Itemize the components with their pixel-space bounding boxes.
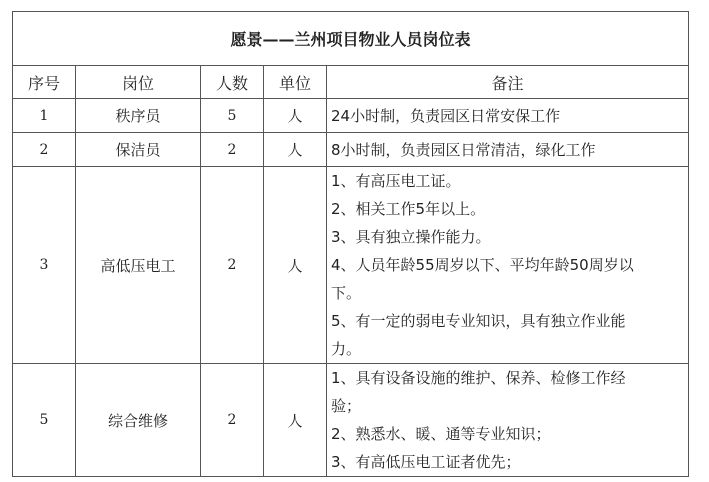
- remark-line: 3、具有独立操作能力。: [331, 228, 491, 246]
- row-post: 综合维修: [76, 364, 201, 477]
- remark-line: 2、相关工作5年以上。: [331, 200, 486, 218]
- remark-line: 24小时制，负责园区日常安保工作: [331, 106, 561, 125]
- remark-line: 验；: [331, 397, 362, 415]
- header-unit: 单位: [264, 66, 327, 99]
- row-count: 2: [201, 364, 264, 477]
- row-index: 3: [13, 167, 76, 364]
- row-remarks: [327, 133, 689, 167]
- remark-line: 5、有一定的弱电专业知识，具有独立作业能: [331, 312, 626, 330]
- row-post: 保洁员: [76, 133, 201, 167]
- table-row: [13, 99, 689, 133]
- row-index: 5: [13, 364, 76, 477]
- table-row: [13, 133, 689, 167]
- table-title: 愿景——兰州项目物业人员岗位表: [13, 12, 689, 66]
- remark-line: 力。: [331, 340, 362, 358]
- remark-line: 4、人员年龄55周岁以下、平均年龄50周岁以: [331, 256, 634, 274]
- row-remarks: [327, 167, 689, 364]
- row-index: 1: [13, 99, 76, 133]
- header-row: [13, 66, 689, 99]
- row-count: 2: [201, 133, 264, 167]
- row-post: 高低压电工: [76, 167, 201, 364]
- header-post: 岗位: [76, 66, 201, 99]
- header-index: 序号: [13, 66, 76, 99]
- row-count: 2: [201, 167, 264, 364]
- remark-line: 2、熟悉水、暖、通等专业知识；: [331, 425, 551, 443]
- row-remarks: [327, 99, 689, 133]
- row-index: 2: [13, 133, 76, 167]
- row-unit: 人: [264, 99, 327, 133]
- header-remarks: 备注: [327, 66, 689, 99]
- remark-line: 下。: [331, 284, 362, 302]
- row-count: 5: [201, 99, 264, 133]
- staffing-table: [12, 11, 689, 477]
- row-remarks: [327, 364, 689, 477]
- header-count: 人数: [201, 66, 264, 99]
- row-unit: 人: [264, 167, 327, 364]
- row-post: 秩序员: [76, 99, 201, 133]
- remark-line: 8小时制，负责园区日常清洁，绿化工作: [331, 140, 596, 159]
- remark-line: 1、具有设备设施的维护、保养、检修工作经: [331, 369, 626, 387]
- row-unit: 人: [264, 364, 327, 477]
- remark-line: 3、有高低压电工证者优先；: [331, 453, 521, 471]
- remark-line: 1、有高压电工证。: [331, 172, 461, 190]
- table-row: [13, 167, 689, 364]
- row-unit: 人: [264, 133, 327, 167]
- table-row: [13, 364, 689, 477]
